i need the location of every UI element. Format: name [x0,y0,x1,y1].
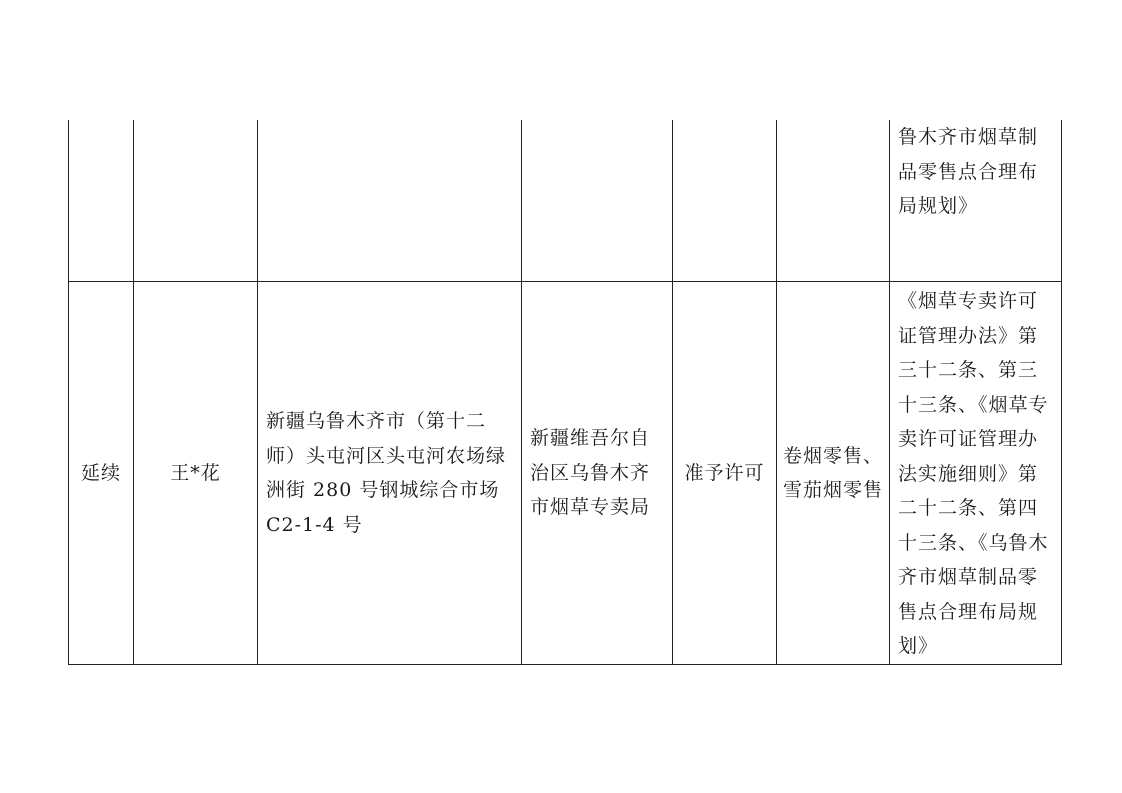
address-cell [258,120,522,282]
table-row [69,282,1062,665]
legal-basis-cell: 《烟草专卖许可证管理办法》第三十二条、第三十三条、《烟草专卖许可证管理办法实施细则》第二十二条、第四十三条、《乌鲁木齐市烟草制品零售点合理布局规划》 [890,282,1062,665]
authority-cell [522,120,673,282]
result-cell: 准予许可 [673,282,777,665]
result-cell [673,120,777,282]
name-cell [134,120,258,282]
authority-cell: 新疆维吾尔自治区乌鲁木齐市烟草专卖局 [522,282,673,665]
name-cell: 王*花 [134,282,258,665]
scope-cell [777,120,890,282]
type-cell: 延续 [69,282,134,665]
legal-basis-text: 鲁木齐市烟草制品零售点合理布局规划》 [898,126,1039,217]
type-cell [69,120,134,282]
scope-cell: 卷烟零售、雪茄烟零售 [777,282,890,665]
permit-table [68,120,1062,665]
table-row [69,120,1062,282]
legal-basis-cell [890,120,1062,282]
address-cell: 新疆乌鲁木齐市（第十二师）头屯河区头屯河农场绿洲街 280 号钢城综合市场 C2-1-4 号 [258,282,522,665]
